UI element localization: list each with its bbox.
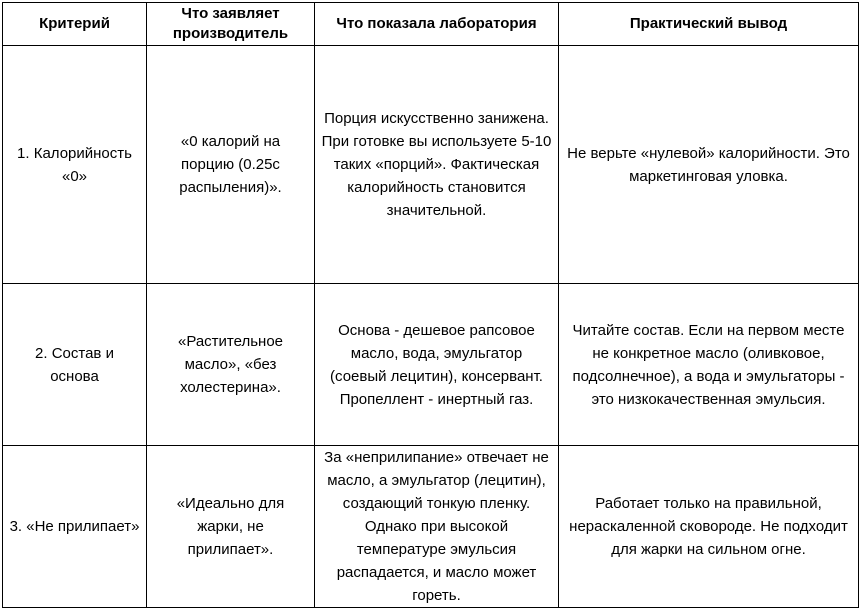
cell-lab: Основа - дешевое рапсовое масло, вода, эмульгатор (соевый лецитин), консервант. Пропеллент - инертный газ.: [315, 284, 559, 446]
header-row: [3, 3, 859, 46]
cell-claim: «0 калорий на порцию (0.25с распыления)».: [147, 46, 315, 284]
cell-criterion: 1. Калорийность «0»: [3, 46, 147, 284]
cell-claim: «Растительное масло», «без холестерина».: [147, 284, 315, 446]
table-row: [3, 446, 859, 608]
cell-criterion: 2. Состав и основа: [3, 284, 147, 446]
cell-lab: За «неприлипание» отвечает не масло, а эмульгатор (лецитин), создающий тонкую пленку. Однако при высокой температуре эмульсия распадается, и масло может гореть.: [315, 446, 559, 608]
table-row: [3, 284, 859, 446]
table-row: [3, 46, 859, 284]
cell-criterion: 3. «Не прилипает»: [3, 446, 147, 608]
header-conclusion: Практический вывод: [559, 3, 859, 46]
header-claim: Что заявляет производитель: [147, 3, 315, 46]
cell-claim: «Идеально для жарки, не прилипает».: [147, 446, 315, 608]
cell-conclusion: Читайте состав. Если на первом месте не конкретное масло (оливковое, подсолнечное), а вода и эмульгаторы - это низкокачественная эмульсия.: [559, 284, 859, 446]
cell-lab: Порция искусственно занижена. При готовке вы используете 5-10 таких «порций». Фактическая калорийность становится значительной.: [315, 46, 559, 284]
header-criterion: Критерий: [3, 3, 147, 46]
cell-conclusion: Работает только на правильной, нераскаленной сковороде. Не подходит для жарки на сильном огне.: [559, 446, 859, 608]
header-lab: Что показала лаборатория: [315, 3, 559, 46]
cell-conclusion: Не верьте «нулевой» калорийности. Это маркетинговая уловка.: [559, 46, 859, 284]
comparison-table: [2, 2, 859, 608]
